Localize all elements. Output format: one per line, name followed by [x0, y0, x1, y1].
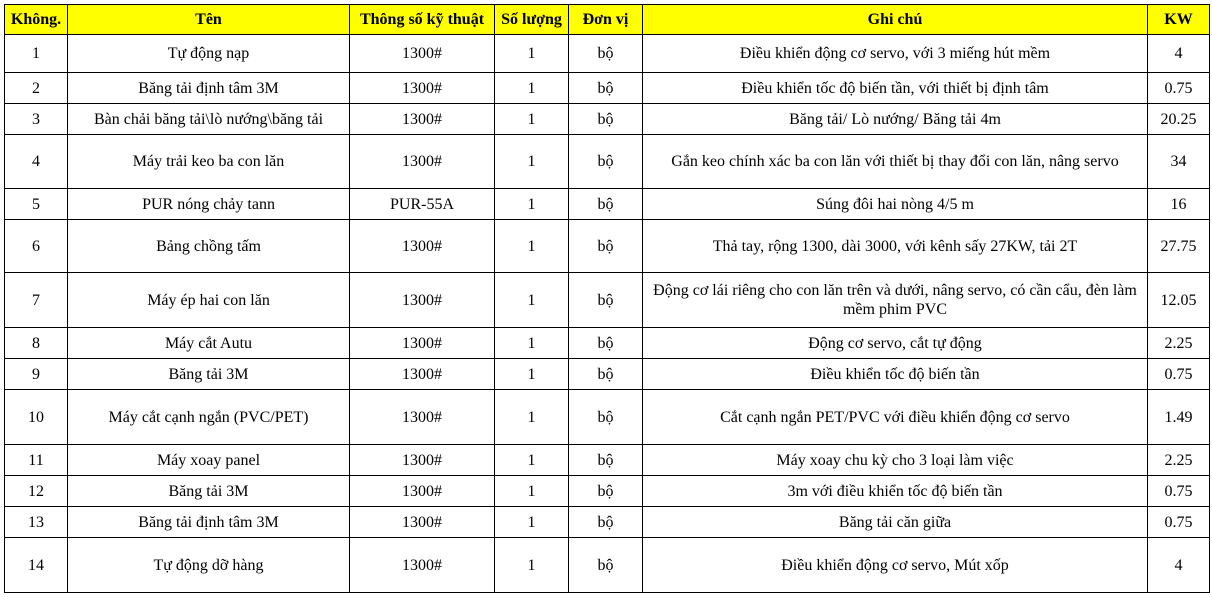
- cell-name: Băng tải 3M: [68, 476, 350, 507]
- cell-unit: bộ: [569, 73, 643, 104]
- cell-note: Động cơ servo, cắt tự động: [643, 328, 1148, 359]
- header-unit: Đơn vị: [569, 5, 643, 35]
- cell-unit: bộ: [569, 359, 643, 390]
- cell-spec: 1300#: [350, 445, 495, 476]
- cell-name: Máy ép hai con lăn: [68, 273, 350, 328]
- cell-name: Máy cắt Autu: [68, 328, 350, 359]
- cell-spec: 1300#: [350, 359, 495, 390]
- cell-unit: bộ: [569, 390, 643, 445]
- cell-note: Thả tay, rộng 1300, dài 3000, với kênh sấy 27KW, tải 2T: [643, 220, 1148, 273]
- cell-note: Điều khiển tốc độ biến tần, với thiết bị định tâm: [643, 73, 1148, 104]
- equipment-table-container: [4, 4, 1210, 593]
- cell-quantity: 1: [495, 390, 569, 445]
- cell-no: 11: [5, 445, 68, 476]
- cell-unit: bộ: [569, 273, 643, 328]
- cell-unit: bộ: [569, 538, 643, 593]
- cell-name: Tự động dỡ hàng: [68, 538, 350, 593]
- cell-unit: bộ: [569, 35, 643, 73]
- cell-unit: bộ: [569, 104, 643, 135]
- cell-unit: bộ: [569, 135, 643, 189]
- cell-unit: bộ: [569, 445, 643, 476]
- table-row: [5, 328, 1210, 359]
- cell-note: 3m với điều khiển tốc độ biến tần: [643, 476, 1148, 507]
- cell-quantity: 1: [495, 359, 569, 390]
- header-kw: KW: [1148, 5, 1210, 35]
- cell-no: 4: [5, 135, 68, 189]
- header-note: Ghi chú: [643, 5, 1148, 35]
- cell-name: Máy cắt cạnh ngắn (PVC/PET): [68, 390, 350, 445]
- cell-kw: 2.25: [1148, 445, 1210, 476]
- cell-no: 14: [5, 538, 68, 593]
- cell-kw: 34: [1148, 135, 1210, 189]
- cell-spec: 1300#: [350, 273, 495, 328]
- cell-no: 13: [5, 507, 68, 538]
- cell-name: Băng tải định tâm 3M: [68, 507, 350, 538]
- header-quantity: Số lượng: [495, 5, 569, 35]
- cell-kw: 2.25: [1148, 328, 1210, 359]
- cell-no: 9: [5, 359, 68, 390]
- cell-unit: bộ: [569, 189, 643, 220]
- table-row: [5, 390, 1210, 445]
- cell-spec: 1300#: [350, 104, 495, 135]
- cell-note: Băng tải/ Lò nướng/ Băng tải 4m: [643, 104, 1148, 135]
- table-row: [5, 220, 1210, 273]
- cell-kw: 20.25: [1148, 104, 1210, 135]
- cell-no: 8: [5, 328, 68, 359]
- cell-spec: 1300#: [350, 507, 495, 538]
- cell-quantity: 1: [495, 273, 569, 328]
- cell-unit: bộ: [569, 476, 643, 507]
- cell-note: Súng đôi hai nòng 4/5 m: [643, 189, 1148, 220]
- table-row: [5, 189, 1210, 220]
- cell-note: Băng tải căn giữa: [643, 507, 1148, 538]
- cell-spec: 1300#: [350, 328, 495, 359]
- table-row: [5, 507, 1210, 538]
- cell-spec: 1300#: [350, 476, 495, 507]
- table-row: [5, 476, 1210, 507]
- cell-no: 1: [5, 35, 68, 73]
- cell-quantity: 1: [495, 445, 569, 476]
- cell-note: Điều khiển động cơ servo, Mút xốp: [643, 538, 1148, 593]
- header-no: Không.: [5, 5, 68, 35]
- cell-note: Cắt cạnh ngắn PET/PVC với điều khiển động cơ servo: [643, 390, 1148, 445]
- cell-quantity: 1: [495, 189, 569, 220]
- cell-kw: 16: [1148, 189, 1210, 220]
- cell-quantity: 1: [495, 476, 569, 507]
- cell-no: 10: [5, 390, 68, 445]
- cell-unit: bộ: [569, 507, 643, 538]
- cell-note: Động cơ lái riêng cho con lăn trên và dưới, nâng servo, có cần cẩu, đèn làm mềm phim PVC: [643, 273, 1148, 328]
- cell-note: Điều khiển tốc độ biến tần: [643, 359, 1148, 390]
- cell-spec: 1300#: [350, 73, 495, 104]
- cell-quantity: 1: [495, 538, 569, 593]
- cell-unit: bộ: [569, 328, 643, 359]
- header-spec: Thông số kỹ thuật: [350, 5, 495, 35]
- cell-spec: 1300#: [350, 135, 495, 189]
- cell-no: 3: [5, 104, 68, 135]
- cell-quantity: 1: [495, 328, 569, 359]
- cell-spec: 1300#: [350, 390, 495, 445]
- cell-quantity: 1: [495, 73, 569, 104]
- header-row: [5, 5, 1210, 35]
- table-row: [5, 445, 1210, 476]
- cell-name: PUR nóng chảy tann: [68, 189, 350, 220]
- cell-name: Tự động nạp: [68, 35, 350, 73]
- cell-spec: PUR-55A: [350, 189, 495, 220]
- cell-note: Máy xoay chu kỳ cho 3 loại làm việc: [643, 445, 1148, 476]
- cell-quantity: 1: [495, 135, 569, 189]
- cell-quantity: 1: [495, 104, 569, 135]
- cell-name: Máy xoay panel: [68, 445, 350, 476]
- table-row: [5, 135, 1210, 189]
- cell-kw: 0.75: [1148, 507, 1210, 538]
- header-name: Tên: [68, 5, 350, 35]
- cell-quantity: 1: [495, 220, 569, 273]
- cell-quantity: 1: [495, 35, 569, 73]
- cell-kw: 0.75: [1148, 73, 1210, 104]
- cell-kw: 1.49: [1148, 390, 1210, 445]
- table-body: [5, 35, 1210, 593]
- cell-kw: 12.05: [1148, 273, 1210, 328]
- cell-spec: 1300#: [350, 35, 495, 73]
- cell-spec: 1300#: [350, 220, 495, 273]
- cell-kw: 27.75: [1148, 220, 1210, 273]
- cell-quantity: 1: [495, 507, 569, 538]
- equipment-table: [4, 4, 1210, 593]
- cell-spec: 1300#: [350, 538, 495, 593]
- table-row: [5, 273, 1210, 328]
- cell-name: Máy trải keo ba con lăn: [68, 135, 350, 189]
- cell-no: 12: [5, 476, 68, 507]
- cell-no: 5: [5, 189, 68, 220]
- cell-note: Điều khiển động cơ servo, với 3 miếng hút mềm: [643, 35, 1148, 73]
- table-row: [5, 359, 1210, 390]
- cell-no: 7: [5, 273, 68, 328]
- cell-kw: 0.75: [1148, 476, 1210, 507]
- table-row: [5, 538, 1210, 593]
- cell-name: Băng tải 3M: [68, 359, 350, 390]
- cell-kw: 0.75: [1148, 359, 1210, 390]
- table-row: [5, 73, 1210, 104]
- table-row: [5, 104, 1210, 135]
- cell-name: Bảng chồng tấm: [68, 220, 350, 273]
- cell-note: Gắn keo chính xác ba con lăn với thiết bị thay đổi con lăn, nâng servo: [643, 135, 1148, 189]
- cell-no: 2: [5, 73, 68, 104]
- cell-no: 6: [5, 220, 68, 273]
- cell-name: Bàn chải băng tải\lò nướng\băng tải: [68, 104, 350, 135]
- cell-name: Băng tải định tâm 3M: [68, 73, 350, 104]
- table-row: [5, 35, 1210, 73]
- cell-kw: 4: [1148, 538, 1210, 593]
- cell-unit: bộ: [569, 220, 643, 273]
- cell-kw: 4: [1148, 35, 1210, 73]
